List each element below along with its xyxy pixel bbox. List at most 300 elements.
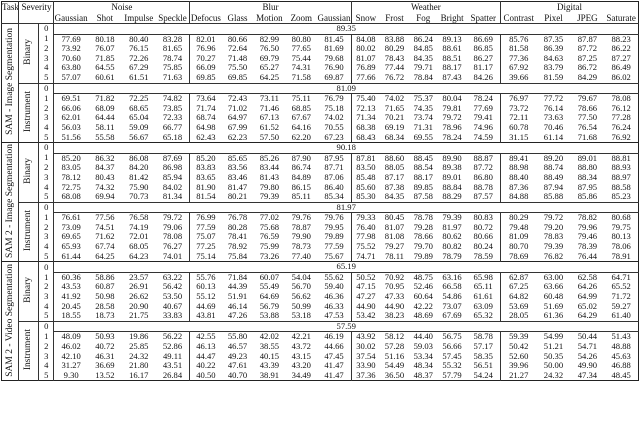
value-cell: 73.64 (190, 94, 222, 104)
value-cell: 86.02 (611, 72, 631, 82)
section-label-cell (19, 143, 39, 203)
value-cell: 77.02 (259, 212, 280, 223)
value-cell: 60.48 (543, 292, 564, 302)
value-cell: 78.06 (611, 242, 631, 252)
value-cell: 79.41 (473, 113, 493, 123)
value-cell: 87.94 (543, 182, 564, 192)
column-header-speckle: Speckle (156, 13, 190, 24)
value-cell: 46.31 (95, 351, 115, 361)
value-cell: 77.59 (324, 242, 344, 252)
value-cell: 49.90 (577, 361, 598, 371)
value-cell: 68.65 (129, 103, 149, 113)
value-cell: 33.90 (351, 361, 380, 371)
value-cell: 79.48 (500, 223, 536, 233)
severity-value: 2 (39, 282, 54, 292)
value-cell: 44.90 (351, 302, 380, 312)
value-cell: 68.09 (95, 103, 115, 113)
value-cell: 26.84 (162, 370, 183, 380)
value-cell: 53.88 (259, 311, 280, 321)
value-cell: 86.80 (473, 172, 493, 182)
severity-value: 4 (39, 302, 54, 312)
value-cell: 73.72 (500, 104, 536, 114)
value-cell: 81.58 (500, 44, 536, 54)
value-cell: 74.59 (473, 132, 493, 142)
value-cell: 75.52 (351, 242, 380, 252)
task-label: SAM 2 - Image Segmentation (4, 143, 15, 258)
value-cell: 69.51 (54, 94, 88, 104)
value-cell: 63.80 (54, 63, 88, 73)
value-cell: 50.99 (291, 301, 311, 311)
value-cell: 63.09 (473, 301, 493, 311)
value-cell: 67.13 (259, 113, 280, 123)
value-cell: 44.47 (190, 352, 222, 362)
severity-value: 3 (39, 232, 54, 242)
value-cell: 65.02 (577, 301, 598, 311)
value-cell: 41.92 (54, 292, 88, 302)
value-cell: 63.22 (162, 272, 183, 282)
value-cell: 86.39 (543, 44, 564, 54)
value-cell: 59.03 (413, 342, 433, 351)
value-cell: 89.01 (442, 172, 462, 182)
task-header: Task (2, 2, 19, 24)
value-cell: 80.13 (611, 232, 631, 242)
value-cell: 62.43 (190, 133, 222, 143)
value-cell: 88.98 (500, 163, 536, 173)
value-cell: 78.08 (162, 232, 183, 242)
value-cell: 53.69 (500, 302, 536, 312)
value-cell: 85.76 (500, 34, 536, 44)
value-cell: 71.46 (259, 103, 280, 113)
value-cell: 46.88 (611, 361, 631, 371)
value-cell: 89.13 (442, 34, 462, 44)
table-row (2, 73, 639, 83)
value-cell: 86.27 (473, 53, 493, 63)
value-cell: 75.68 (259, 222, 280, 232)
value-cell: 80.62 (442, 232, 462, 242)
value-cell: 78.24 (442, 132, 462, 142)
value-cell: 79.95 (324, 222, 344, 232)
value-cell: 71.68 (577, 132, 598, 142)
value-cell: 88.93 (611, 163, 631, 173)
value-cell: 48.88 (611, 342, 631, 351)
value-cell: 87.17 (384, 172, 405, 182)
value-cell: 74.31 (291, 63, 311, 73)
value-cell: 84.88 (500, 192, 536, 202)
column-header-saturate: Saturate (604, 13, 638, 24)
value-cell: 42.02 (259, 331, 280, 342)
column-header-contrast: Contrast (500, 13, 536, 24)
value-cell: 67.69 (442, 311, 462, 321)
value-cell: 88.23 (611, 34, 631, 44)
value-cell: 69.87 (324, 72, 344, 82)
value-cell: 81.43 (259, 172, 280, 182)
value-cell: 87.90 (291, 153, 311, 163)
table-row (2, 361, 639, 371)
value-cell: 85.48 (351, 173, 380, 183)
value-cell: 80.02 (351, 44, 380, 54)
value-cell: 50.00 (543, 361, 564, 371)
severity-value: 4 (39, 123, 54, 133)
severity-value: 4 (39, 242, 54, 252)
section-label-cell (19, 24, 39, 84)
value-cell: 75.44 (291, 53, 311, 63)
value-cell: 88.40 (500, 173, 536, 183)
value-cell: 80.83 (473, 212, 493, 223)
value-cell: 79.76 (324, 212, 344, 223)
value-cell: 79.72 (543, 212, 564, 223)
value-cell: 68.38 (351, 123, 380, 133)
value-cell: 87.27 (611, 53, 631, 63)
severity-value: 0 (39, 143, 54, 154)
value-cell: 9.30 (54, 371, 88, 381)
table-row (2, 192, 639, 202)
value-cell: 88.49 (543, 172, 564, 182)
value-cell: 26.91 (129, 282, 149, 292)
value-cell: 77.56 (95, 212, 115, 223)
value-cell: 78.84 (413, 72, 433, 82)
value-cell: 65.11 (473, 282, 493, 292)
value-cell: 55.32 (442, 361, 462, 371)
value-cell: 47.53 (324, 311, 344, 321)
table-row (2, 104, 639, 114)
column-header-frost: Frost (380, 13, 409, 24)
value-cell: 86.15 (291, 182, 311, 192)
table-row (2, 223, 639, 233)
value-cell: 85.20 (190, 153, 222, 163)
value-cell: 77.25 (190, 242, 222, 252)
value-cell: 89.01 (577, 153, 598, 163)
value-cell: 88.34 (577, 172, 598, 182)
value-cell: 82.99 (259, 34, 280, 44)
value-cell: 79.39 (259, 192, 280, 202)
value-cell: 81.47 (227, 182, 248, 192)
severity-value: 0 (39, 83, 54, 94)
value-cell: 75.67 (324, 251, 344, 261)
task-label: SAM - Image Segmentation (4, 28, 15, 136)
value-cell: 60.87 (95, 282, 115, 292)
value-cell: 78.41 (227, 232, 248, 242)
column-header-jpeg: JPEG (570, 13, 604, 24)
value-cell: 76.12 (611, 103, 631, 113)
table-row-clean (2, 202, 639, 213)
value-cell: 50.42 (500, 342, 536, 352)
value-cell: 71.82 (95, 93, 115, 104)
value-cell: 42.55 (190, 332, 222, 342)
value-cell: 43.72 (291, 342, 311, 351)
value-cell: 42.22 (413, 301, 433, 311)
value-cell: 61.44 (54, 252, 88, 262)
value-cell: 46.19 (324, 331, 344, 342)
table-row (2, 44, 639, 54)
value-cell: 88.05 (384, 163, 405, 173)
value-cell: 74.01 (162, 251, 183, 261)
value-cell: 53.18 (291, 311, 311, 321)
table-row (2, 153, 639, 163)
value-cell: 62.20 (291, 132, 311, 142)
value-cell: 75.11 (291, 93, 311, 104)
value-cell: 80.82 (442, 242, 462, 252)
value-cell: 47.15 (351, 282, 380, 292)
severity-value: 5 (39, 73, 54, 83)
value-cell: 81.69 (324, 44, 344, 54)
value-cell: 55.49 (259, 282, 280, 292)
severity-header: Severity (19, 2, 54, 24)
value-cell: 86.72 (577, 63, 598, 73)
value-cell: 68.43 (351, 133, 380, 143)
value-cell: 77.36 (500, 54, 536, 64)
value-cell: 87.43 (442, 72, 462, 82)
value-cell: 70.27 (190, 54, 222, 64)
value-cell: 64.71 (611, 272, 631, 282)
value-cell: 88.54 (413, 163, 433, 173)
value-cell: 76.27 (162, 242, 183, 252)
value-cell: 76.59 (259, 232, 280, 242)
value-cell: 80.04 (442, 93, 462, 104)
value-cell: 51.56 (54, 133, 88, 143)
value-cell: 88.17 (442, 63, 462, 73)
value-cell: 79.89 (324, 232, 344, 242)
value-cell: 85.11 (291, 192, 311, 202)
value-cell: 80.24 (473, 242, 493, 252)
value-cell: 74.19 (129, 222, 149, 232)
value-cell: 58.35 (473, 351, 493, 361)
value-cell: 69.85 (227, 72, 248, 82)
value-cell: 87.25 (577, 53, 598, 63)
value-cell: 81.59 (543, 72, 564, 82)
severity-value: 4 (39, 183, 54, 193)
severity-value: 1 (39, 272, 54, 282)
value-cell: 80.66 (473, 232, 493, 242)
section-label: Instrument (23, 329, 34, 371)
value-cell: 76.78 (227, 212, 248, 223)
value-cell: 78.73 (291, 242, 311, 252)
value-cell: 66.09 (190, 63, 222, 73)
section-label: Instrument (23, 90, 34, 133)
value-cell: 69.79 (259, 53, 280, 63)
value-cell: 65.93 (54, 242, 88, 252)
section-label: Binary (23, 277, 34, 304)
value-cell: 75.07 (190, 232, 222, 242)
column-header-fog: Fog (409, 13, 438, 24)
value-cell: 49.11 (162, 351, 182, 361)
value-cell: 71.74 (190, 104, 222, 114)
value-cell: 77.40 (291, 251, 311, 261)
value-cell: 63.16 (442, 272, 462, 282)
value-cell: 75.85 (162, 63, 183, 73)
section-label: Binary (23, 158, 34, 185)
value-cell: 64.55 (95, 63, 115, 73)
value-cell: 77.50 (577, 113, 598, 123)
column-header-zoom: Zoom (285, 13, 317, 24)
severity-value: 2 (39, 44, 54, 54)
value-cell: 79.39 (442, 212, 462, 223)
value-cell: 43.39 (259, 361, 280, 371)
value-cell: 70.95 (384, 282, 405, 292)
value-cell: 68.74 (190, 113, 222, 123)
value-cell: 68.85 (291, 103, 311, 113)
column-header-snow: Snow (351, 13, 380, 24)
value-cell: 53.50 (162, 292, 183, 302)
value-cell: 60.64 (413, 292, 433, 302)
value-cell: 80.28 (227, 222, 248, 232)
value-cell: 19.86 (129, 331, 149, 342)
group-header-weather: Weather (351, 2, 500, 13)
value-cell: 59.39 (500, 332, 536, 342)
column-header-bright: Bright (438, 13, 467, 24)
value-cell: 46.02 (54, 342, 88, 352)
value-cell: 73.11 (259, 93, 279, 104)
value-cell: 71.72 (611, 292, 631, 302)
value-cell: 89.20 (543, 153, 564, 163)
table-row (2, 63, 639, 73)
value-cell: 78.24 (473, 93, 493, 104)
value-cell: 56.62 (291, 292, 311, 302)
table-row (2, 292, 639, 302)
value-cell: 70.73 (129, 192, 149, 202)
value-cell: 56.67 (129, 132, 149, 142)
value-cell: 71.84 (227, 272, 248, 282)
value-cell: 72.26 (129, 53, 149, 63)
value-cell: 80.21 (227, 192, 248, 202)
table-row (2, 34, 639, 44)
value-cell: 85.23 (611, 192, 631, 202)
value-cell: 68.05 (129, 242, 149, 252)
severity-value: 1 (39, 213, 54, 223)
value-cell: 67.67 (291, 113, 311, 123)
value-cell: 87.87 (577, 34, 598, 44)
value-cell: 58.78 (473, 331, 493, 342)
value-cell: 87.81 (351, 153, 380, 163)
section-label: Binary (23, 39, 34, 65)
value-cell: 79.80 (259, 182, 280, 192)
value-cell: 78.66 (577, 103, 598, 113)
value-cell: 81.97 (442, 222, 462, 232)
value-cell: 83.50 (351, 163, 380, 173)
value-cell: 78.83 (543, 232, 564, 242)
value-cell: 60.78 (500, 123, 536, 133)
value-cell: 74.82 (162, 93, 183, 104)
table-row (2, 113, 639, 123)
value-cell: 31.15 (500, 133, 536, 143)
severity-value: 0 (39, 262, 54, 273)
value-cell: 76.96 (190, 44, 222, 54)
value-cell: 81.17 (473, 63, 493, 73)
value-cell: 48.75 (413, 272, 433, 282)
value-cell: 73.85 (162, 103, 183, 113)
value-cell: 78.87 (291, 222, 311, 232)
severity-value: 1 (39, 332, 54, 342)
table-row-clean (2, 262, 639, 273)
value-cell: 83.28 (162, 34, 183, 44)
value-cell: 39.96 (500, 361, 536, 371)
value-cell: 70.60 (54, 54, 88, 64)
value-cell: 48.09 (54, 332, 88, 342)
value-cell: 72.43 (227, 93, 248, 104)
value-cell: 70.21 (384, 113, 405, 123)
value-cell: 85.26 (259, 153, 280, 163)
value-cell: 64.69 (259, 292, 280, 302)
value-cell: 58.11 (95, 122, 115, 132)
value-cell: 38.91 (259, 370, 280, 380)
value-cell: 73.09 (54, 223, 88, 233)
value-cell: 69.65 (54, 232, 88, 242)
value-cell: 80.40 (129, 34, 149, 44)
value-cell: 87.69 (162, 153, 183, 163)
value-cell: 57.28 (384, 342, 405, 351)
value-cell: 21.80 (129, 361, 149, 371)
value-cell: 78.92 (227, 242, 248, 252)
value-cell: 88.61 (442, 44, 462, 54)
clean-score: 89.35 (54, 24, 639, 35)
value-cell: 56.03 (54, 123, 88, 133)
severity-value: 0 (39, 321, 54, 332)
value-cell: 56.66 (442, 342, 462, 351)
value-cell: 50.35 (543, 351, 564, 361)
value-cell: 86.98 (162, 163, 183, 173)
value-cell: 83.46 (227, 172, 248, 182)
value-cell: 46.57 (227, 342, 248, 351)
value-cell: 73.63 (543, 113, 564, 123)
value-cell: 61.36 (543, 311, 564, 321)
value-cell: 77.72 (543, 93, 564, 104)
value-cell: 76.07 (95, 44, 115, 54)
value-cell: 64.23 (129, 251, 149, 261)
value-cell: 70.55 (324, 122, 344, 132)
value-cell: 52.60 (500, 352, 536, 362)
value-cell: 75.18 (324, 103, 344, 113)
value-cell: 54.04 (291, 272, 311, 282)
value-cell: 47.27 (351, 292, 380, 302)
value-cell: 41.47 (324, 361, 344, 371)
value-cell: 72.25 (129, 93, 149, 104)
value-cell: 81.45 (324, 34, 344, 44)
value-cell: 71.58 (291, 72, 311, 82)
value-cell: 84.20 (129, 163, 149, 173)
table-row (2, 242, 639, 252)
value-cell: 61.14 (543, 132, 564, 142)
value-cell: 86.69 (473, 34, 493, 44)
value-cell: 79.72 (162, 212, 183, 223)
value-cell: 64.98 (190, 123, 222, 133)
section-label-cell (19, 202, 39, 262)
value-cell: 77.69 (54, 34, 88, 44)
value-cell: 38.55 (259, 342, 280, 351)
table-row (2, 54, 639, 64)
severity-value: 3 (39, 173, 54, 183)
value-cell: 87.38 (384, 182, 405, 192)
value-cell: 87.72 (473, 163, 493, 173)
value-cell: 50.93 (95, 331, 115, 342)
value-cell: 26.62 (129, 292, 149, 302)
severity-value: 5 (39, 311, 54, 321)
value-cell: 74.02 (384, 93, 405, 104)
value-cell: 86.49 (611, 63, 631, 73)
table-row (2, 252, 639, 262)
value-cell: 80.66 (227, 34, 248, 44)
value-cell: 61.61 (473, 292, 493, 302)
value-cell: 51.43 (611, 331, 631, 342)
value-cell: 69.19 (384, 122, 405, 132)
value-cell: 84.63 (543, 53, 564, 63)
value-cell: 83.65 (190, 173, 222, 183)
column-header-motion: Motion (253, 13, 285, 24)
value-cell: 85.34 (324, 192, 344, 202)
value-cell: 40.15 (259, 351, 280, 361)
value-cell: 79.72 (442, 113, 462, 123)
value-cell: 51.91 (227, 292, 248, 302)
value-cell: 37.54 (351, 352, 380, 362)
table-row (2, 352, 639, 362)
